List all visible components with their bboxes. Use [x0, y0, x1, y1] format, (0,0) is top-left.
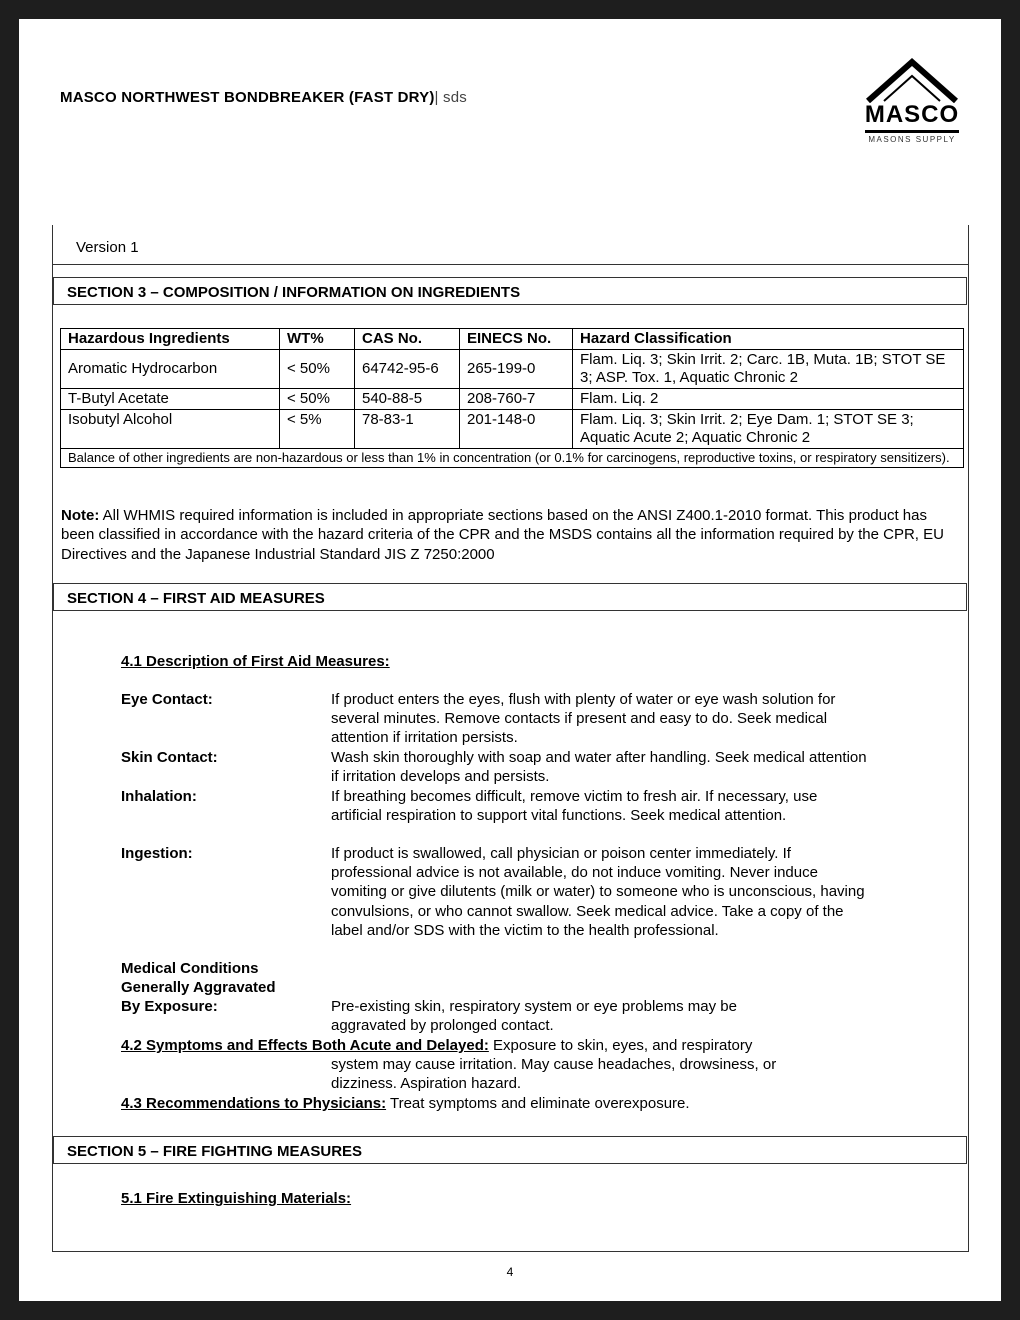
table-row [61, 449, 964, 468]
table-cell: < 50% [280, 350, 355, 389]
table-cell: 78-83-1 [355, 410, 460, 449]
table-cell: Flam. Liq. 3; Skin Irrit. 2; Eye Dam. 1; STOT SE 3; Aquatic Acute 2; Aquatic Chronic 2 [573, 410, 964, 449]
section-5-header: SECTION 5 – FIRE FIGHTING MEASURES [53, 1136, 967, 1164]
table-cell: < 50% [280, 389, 355, 410]
column-header: Hazardous Ingredients [61, 329, 280, 350]
table-row [61, 350, 964, 389]
table-cell: 265-199-0 [460, 350, 573, 389]
subsection-4-1-title: 4.1 Description of First Aid Measures: [121, 653, 390, 670]
column-header: CAS No. [355, 329, 460, 350]
table-row [61, 410, 964, 449]
ingredients-table [60, 328, 964, 468]
table-header-row [61, 329, 964, 350]
table-cell: 208-760-7 [460, 389, 573, 410]
table-cell: T-Butyl Acetate [61, 389, 280, 410]
table-cell: Isobutyl Alcohol [61, 410, 280, 449]
section-4-header: SECTION 4 – FIRST AID MEASURES [53, 583, 967, 611]
medical-conditions-label [121, 959, 276, 1017]
roof-icon [862, 57, 964, 103]
inhalation-label: Inhalation: [121, 788, 197, 805]
balance-note: Balance of other ingredients are non-hazardous or less than 1% in concentration (or 0.1% for carcinogens, reproductive toxins, or respiratory sensitizers). [61, 449, 964, 468]
eye-contact-text: If product enters the eyes, flush with plenty of water or eye wash solution for several minutes. Remove contacts if present and easy to do. Seek medical attention if irritation persists. [331, 691, 836, 747]
document-page [19, 19, 1001, 1301]
note-label: Note: [61, 507, 100, 524]
logo-subtitle: MASONS SUPPLY [868, 135, 956, 144]
table-cell: < 5% [280, 410, 355, 449]
table-cell: Aromatic Hydrocarbon [61, 350, 280, 389]
divider [52, 264, 969, 265]
subsection-4-2-continued: system may cause irritation. May cause headaches, drowsiness, or dizziness. Aspiration hazard. [331, 1056, 777, 1093]
eye-contact-label: Eye Contact: [121, 691, 213, 708]
column-header: WT% [280, 329, 355, 350]
table-row [61, 389, 964, 410]
medical-label-line: Generally Aggravated [121, 979, 276, 997]
table-cell: 201-148-0 [460, 410, 573, 449]
page-number: 4 [506, 1265, 514, 1279]
subsection-5-1-title: 5.1 Fire Extinguishing Materials: [121, 1190, 352, 1207]
subsection-4-2 [121, 1036, 881, 1055]
medical-conditions-text: Pre-existing skin, respiratory system or eye problems may be aggravated by prolonged contact. [331, 998, 737, 1035]
ingestion-label: Ingestion: [121, 845, 193, 862]
subsection-4-2-title: 4.2 Symptoms and Effects Both Acute and Delayed: [121, 1037, 489, 1054]
masco-logo [862, 57, 964, 149]
table-cell: 540-88-5 [355, 389, 460, 410]
inhalation-text: If breathing becomes difficult, remove victim to fresh air. If necessary, use artificial respiration to support vital functions. Seek medical attention. [331, 788, 818, 825]
note-text: All WHMIS required information is included in appropriate sections based on the ANSI Z400.1-2010 format. This product has been classified in accordance with the hazard criteria of the CPR and the MSDS contains all the information required by the CPR, EU Directives and the Japanese Industrial Standard JIS Z 7250:2000 [61, 507, 944, 563]
table-cell: Flam. Liq. 2 [573, 389, 964, 410]
medical-label-line: By Exposure: [121, 998, 218, 1016]
document-title [60, 89, 467, 106]
section-3-header: SECTION 3 – COMPOSITION / INFORMATION ON INGREDIENTS [53, 277, 967, 305]
logo-wordmark: MASCO [864, 101, 960, 128]
version-label: Version 1 [76, 239, 139, 256]
product-name: MASCO NORTHWEST BONDBREAKER (FAST DRY) [60, 89, 435, 106]
skin-contact-text: Wash skin thoroughly with soap and water after handling. Seek medical attention if irritation develops and persists. [331, 749, 867, 786]
subsection-4-3-text: Treat symptoms and eliminate overexposure. [386, 1095, 690, 1112]
table-cell: 64742-95-6 [355, 350, 460, 389]
column-header: Hazard Classification [573, 329, 964, 350]
table-cell: Flam. Liq. 3; Skin Irrit. 2; Carc. 1B, Muta. 1B; STOT SE 3; ASP. Tox. 1, Aquatic Chronic 2 [573, 350, 964, 389]
medical-label-line: Medical Conditions [121, 960, 259, 977]
title-suffix: | sds [434, 89, 467, 106]
ingestion-text: If product is swallowed, call physician or poison center immediately. If professional advice is not available, do not induce vomiting. Never induce vomiting or give dilutents (milk or water) to someone who is unconscious, having convulsions, or who cannot swallow. Seek medical advice. Take a copy of the label and/or SDS with the victim to the health professional. [331, 845, 865, 939]
logo-bar [865, 130, 959, 133]
column-header: EINECS No. [460, 329, 573, 350]
skin-contact-label: Skin Contact: [121, 749, 218, 766]
subsection-4-2-text: Exposure to skin, eyes, and respiratory [488, 1037, 753, 1054]
subsection-4-3-title: 4.3 Recommendations to Physicians: [121, 1095, 387, 1112]
subsection-4-3 [121, 1094, 881, 1113]
whmis-note [61, 506, 961, 564]
